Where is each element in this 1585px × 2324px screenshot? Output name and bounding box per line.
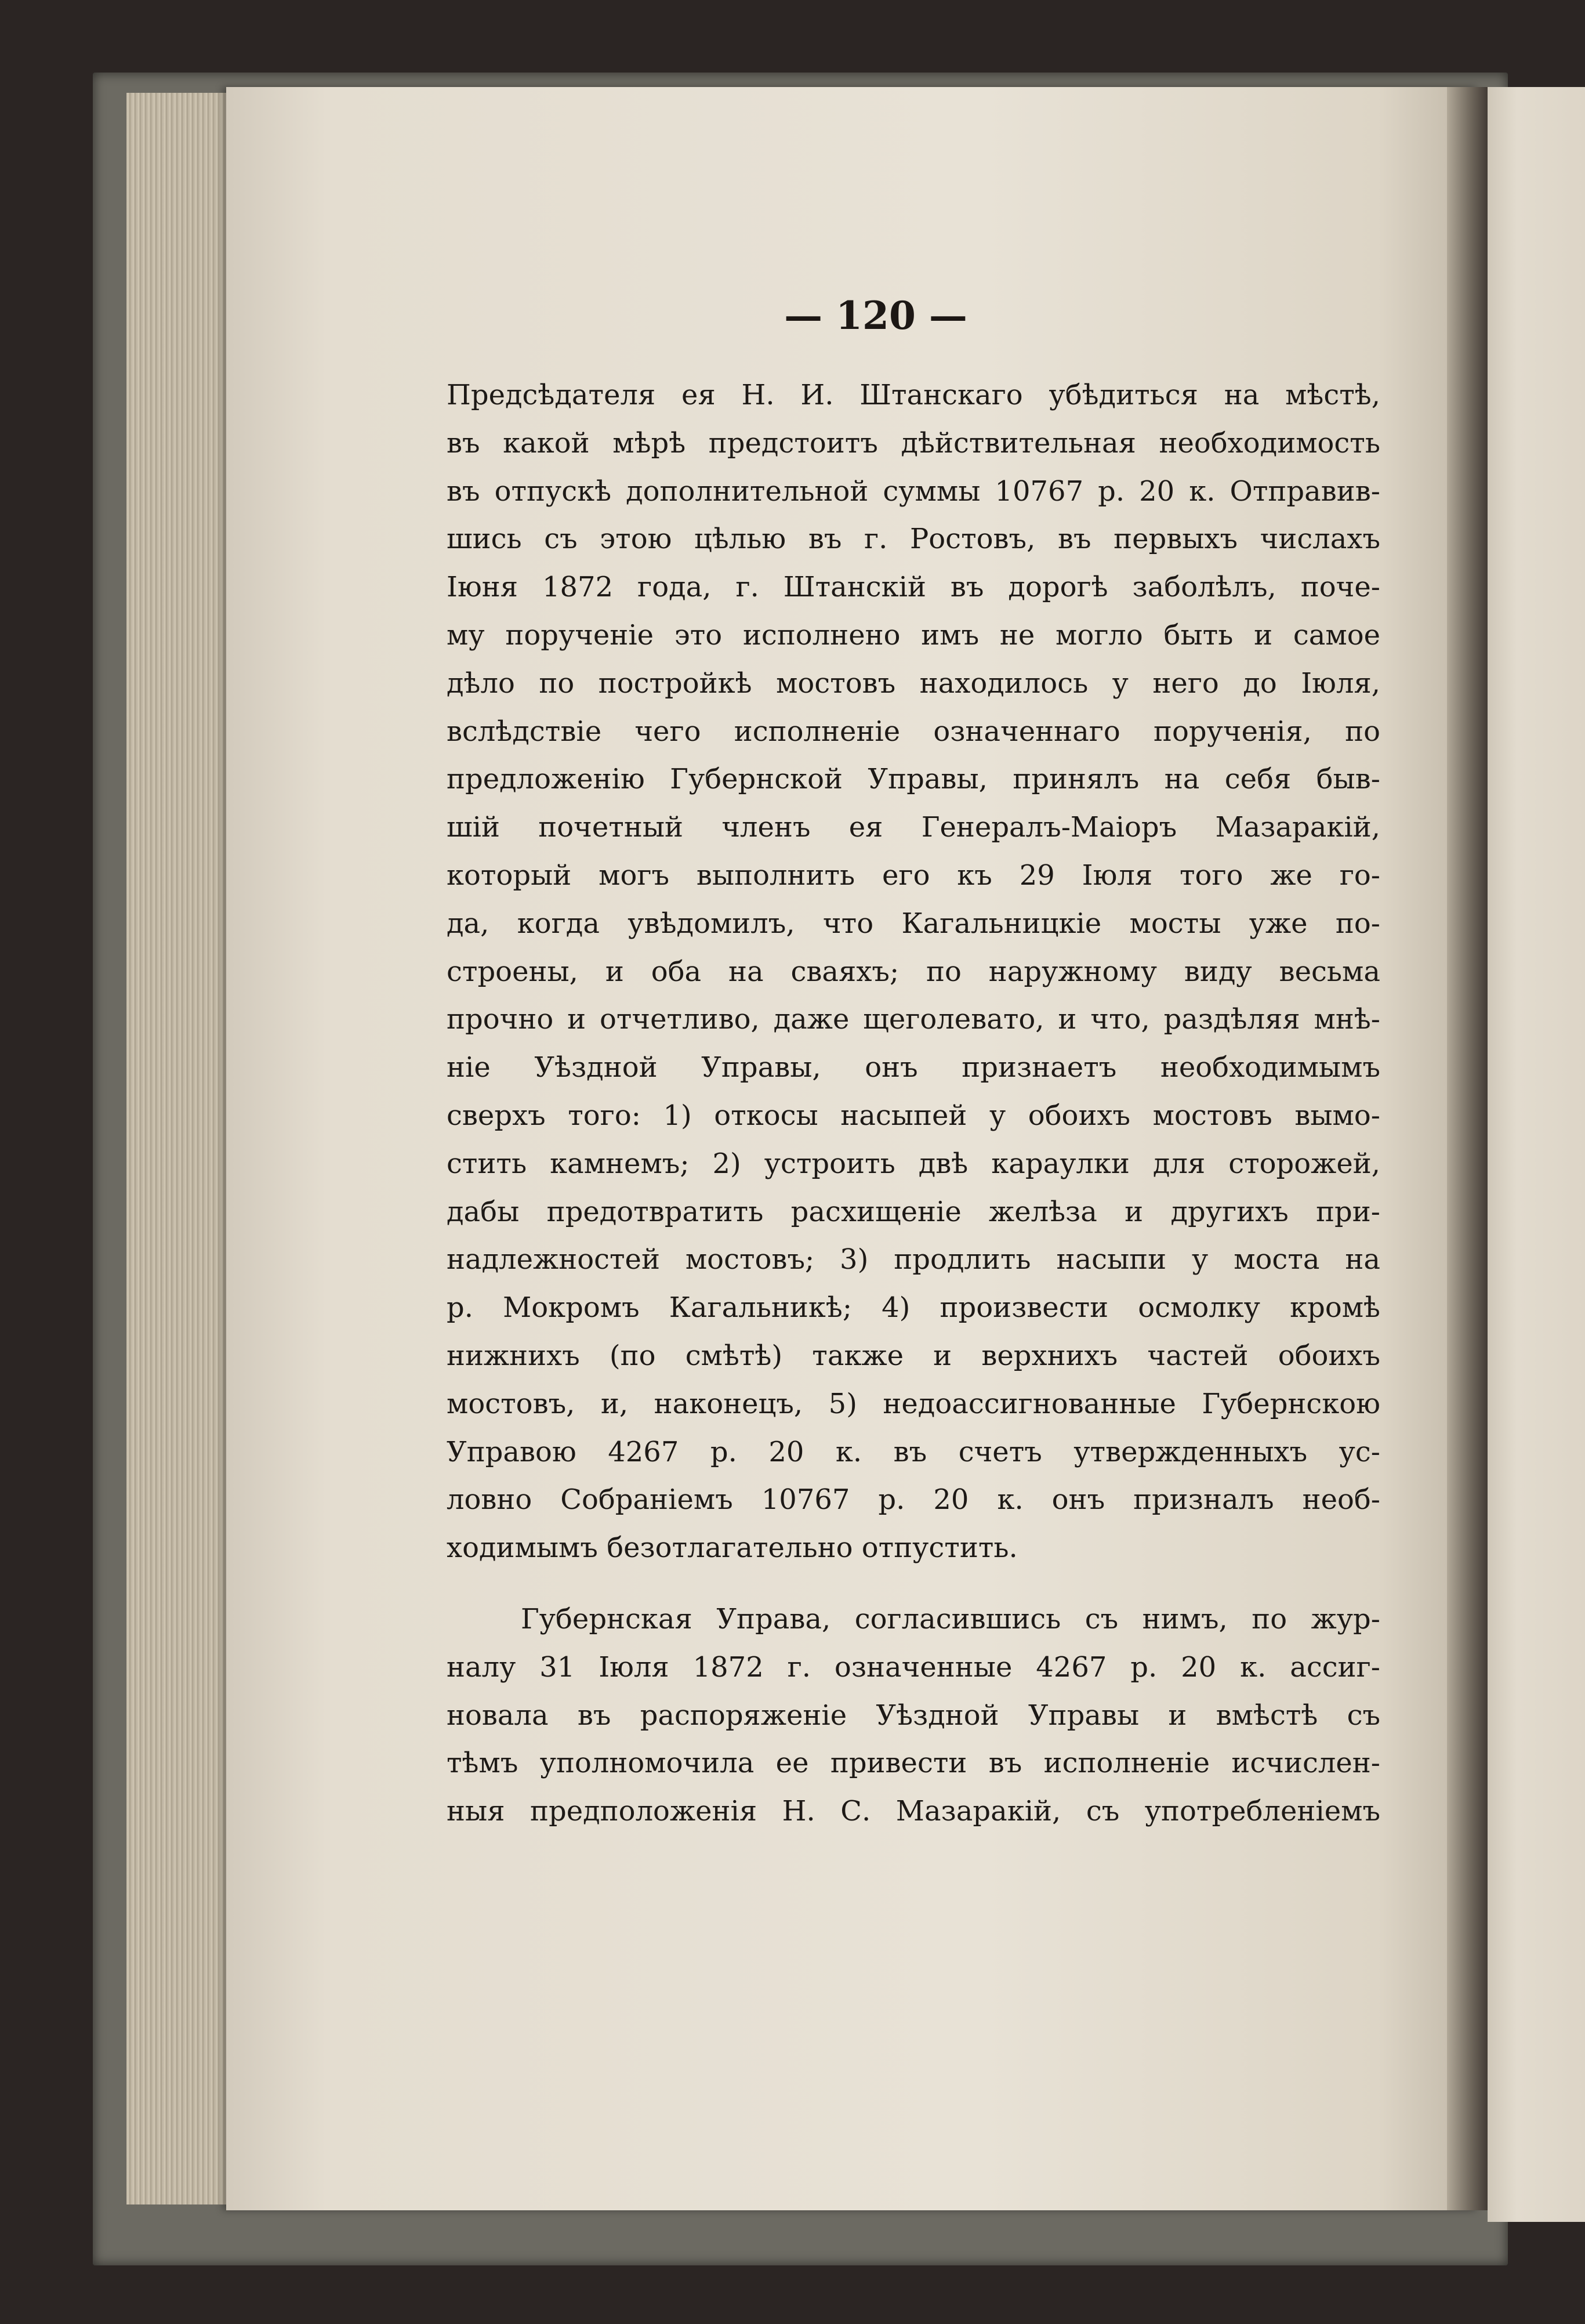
- text-line: нижнихъ (по смѣтѣ) также и верхнихъ частей обоихъ: [447, 1339, 1380, 1372]
- text-line: новала въ распоряженіе Уѣздной Управы и вмѣстѣ съ: [447, 1699, 1380, 1732]
- text-line: Управою 4267 р. 20 к. въ счетъ утвержденныхъ ус-: [447, 1435, 1380, 1468]
- text-line: прочно и отчетливо, даже щеголевато, и что, раздѣляя мнѣ-: [447, 1003, 1380, 1036]
- text-line: р. Мокромъ Кагальникѣ; 4) произвести осмолку кромѣ: [447, 1291, 1380, 1324]
- text-line: вслѣдствіе чего исполненіе означеннаго порученія, по: [447, 715, 1380, 748]
- facing-page: [1488, 87, 1585, 2222]
- paragraph-2: [447, 1595, 1380, 1836]
- text-line: стить камнемъ; 2) устроить двѣ караулки для сторожей,: [447, 1147, 1380, 1180]
- text-line: ходимымъ безотлагательно отпустить.: [447, 1532, 1018, 1565]
- text-line: Предсѣдателя ея Н. И. Штанскаго убѣдиться на мѣстѣ,: [447, 379, 1380, 411]
- text-line: дѣло по постройкѣ мостовъ находилось у него до Іюля,: [447, 667, 1380, 700]
- text-line: въ какой мѣрѣ предстоитъ дѣйствительная необходимость: [447, 426, 1380, 459]
- text-line: ловно Собраніемъ 10767 р. 20 к. онъ призналъ необ-: [447, 1483, 1380, 1516]
- text-line: шій почетный членъ ея Генералъ-Маіоръ Мазаракій,: [447, 811, 1380, 844]
- paragraph-1: [447, 371, 1380, 1572]
- text-line: который могъ выполнить его къ 29 Іюля того же го-: [447, 859, 1380, 892]
- text-line: да, когда увѣдомилъ, что Кагальницкіе мосты уже по-: [447, 907, 1380, 940]
- book-gutter: [1447, 87, 1490, 2210]
- text-line: ніе Уѣздной Управы, онъ признаетъ необходимымъ: [447, 1051, 1380, 1084]
- text-line: Губернская Управа, согласившись съ нимъ, по жур-: [521, 1602, 1380, 1635]
- text-line: предложенію Губернской Управы, принялъ на себя быв-: [447, 763, 1380, 796]
- text-line: шись съ этою цѣлью въ г. Ростовъ, въ первыхъ числахъ: [447, 523, 1380, 556]
- text-line: тѣмъ уполномочила ее привести въ исполненіе исчислен-: [447, 1747, 1380, 1780]
- text-line: ныя предположенія Н. С. Мазаракій, съ употребленіемъ: [447, 1795, 1380, 1828]
- text-line: мостовъ, и, наконецъ, 5) недоассигнованные Губернскою: [447, 1387, 1380, 1420]
- text-line: надлежностей мостовъ; 3) продлить насыпи у моста на: [447, 1243, 1380, 1276]
- text-line: налу 31 Іюля 1872 г. означенные 4267 р. 20 к. ассиг-: [447, 1650, 1380, 1684]
- paragraph-gap: [447, 1572, 1380, 1595]
- text-line: сверхъ того: 1) откосы насыпей у обоихъ мостовъ вымо-: [447, 1099, 1380, 1132]
- page-text: [447, 371, 1380, 1836]
- text-line: строены, и оба на сваяхъ; по наружному виду весьма: [447, 955, 1380, 988]
- text-line: Іюня 1872 года, г. Штанскій въ дорогѣ заболѣлъ, поче-: [447, 571, 1380, 604]
- text-line: му порученіе это исполнено имъ не могло быть и самое: [447, 618, 1380, 651]
- text-line: въ отпускѣ дополнительной суммы 10767 р. 20 к. Отправив-: [447, 475, 1380, 508]
- text-line: дабы предотвратить расхищеніе желѣза и другихъ при-: [447, 1195, 1380, 1228]
- page-edges: [126, 93, 228, 2204]
- page-number: — 120 —: [784, 293, 967, 338]
